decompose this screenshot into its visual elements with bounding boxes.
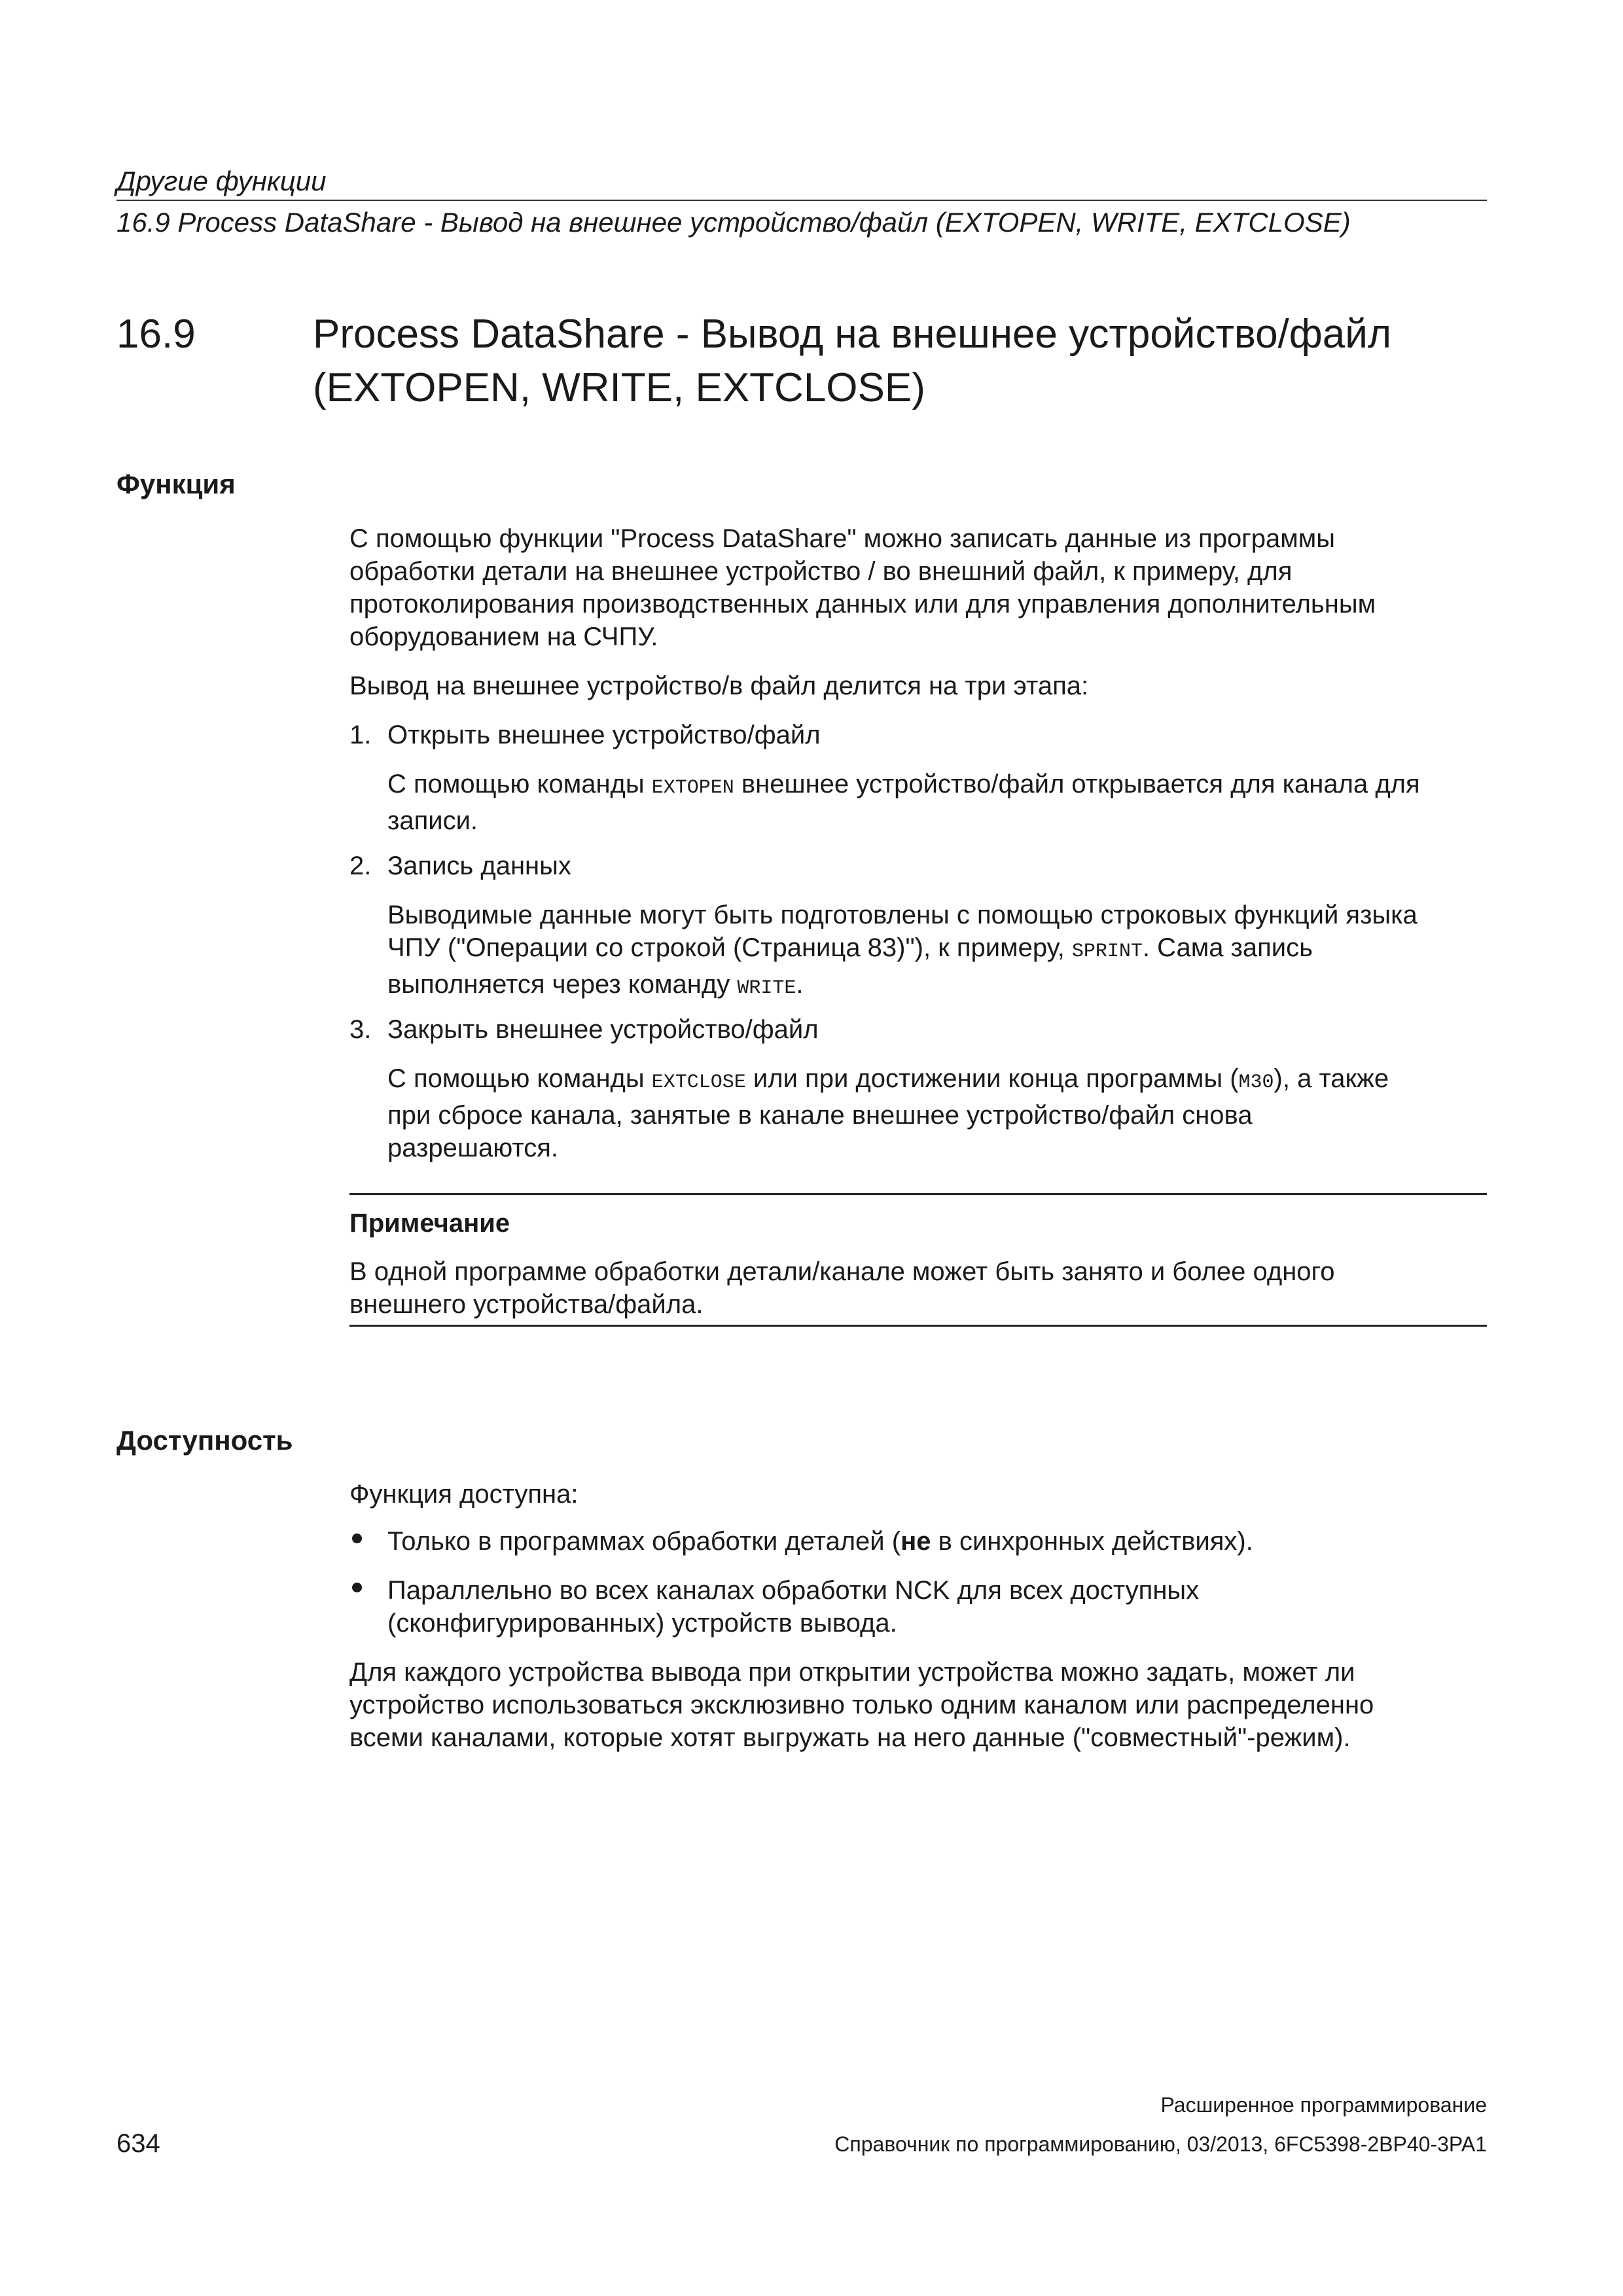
function-intro — [349, 522, 1488, 653]
footer-book-title: Расширенное программирование — [1160, 2093, 1487, 2117]
step-title: Запись данных — [387, 852, 571, 880]
intro-line: протоколирования производственных данных или для управления дополнительным — [349, 590, 1376, 619]
step-title: Открыть внешнее устройство/файл — [387, 721, 821, 749]
note-top-rule — [349, 1193, 1487, 1195]
code-sprint: SPRINT — [1071, 941, 1143, 963]
step-description: Выводимые данные могут быть подготовлены с помощью строковых функций языка ЧПУ ("Операции со строкой (Страница 83)"), к примеру, SPRINT. Сама запись выполняется через команду WRITE. — [387, 901, 1418, 999]
step-number: 2. — [349, 852, 372, 880]
footer-manual-info: Справочник по программированию, 03/2013, 6FC5398-2BP40-3PA1 — [834, 2132, 1487, 2156]
code-extclose: EXTCLOSE — [651, 1071, 746, 1094]
function-heading: Функция — [116, 469, 236, 499]
section-title — [313, 308, 1491, 415]
intro-line: оборудованием на СЧПУ. — [349, 622, 658, 651]
bullet-icon — [352, 1534, 362, 1543]
code-write: WRITE — [737, 977, 796, 999]
intro-line: обработки детали на внешнее устройство / во внешний файл, к примеру, для — [349, 557, 1293, 586]
section-number: 16.9 — [116, 312, 196, 357]
step-number: 1. — [349, 721, 372, 749]
stages-intro: Вывод на внешнее устройство/в файл делится на три этапа: — [349, 672, 1089, 700]
page-number: 634 — [116, 2129, 160, 2158]
step-title: Закрыть внешнее устройство/файл — [387, 1015, 819, 1044]
section-title-line2: (EXTOPEN, WRITE, EXTCLOSE) — [313, 365, 925, 410]
section-title-line1: Process DataShare - Вывод на внешнее устройство/файл — [313, 312, 1392, 357]
bullet-item: Параллельно во всех каналах обработки NCK для всех доступных (сконфигурированных) устройств вывода. — [387, 1576, 1200, 1638]
code-extopen: EXTOPEN — [651, 777, 734, 799]
availability-heading: Доступность — [116, 1425, 293, 1456]
code-m30: M30 — [1238, 1071, 1274, 1094]
running-header-chapter: Другие функции — [116, 166, 327, 196]
step-description: С помощью команды EXTCLOSE или при достижении конца программы (M30), а также при сбросе канала, занятые в канале внешнее устройство/файл снова разрешаются. — [387, 1064, 1389, 1162]
step-number: 3. — [349, 1015, 372, 1044]
note-text: В одной программе обработки детали/канале может быть занято и более одного внешнего устройства/файла. — [349, 1257, 1335, 1319]
step-description: С помощью команды EXTOPEN внешнее устройство/файл открывается для канала для записи. — [387, 770, 1420, 835]
bullet-icon — [352, 1583, 362, 1592]
running-header-section: 16.9 Process DataShare - Вывод на внешнее устройство/файл (EXTOPEN, WRITE, EXTCLOSE) — [116, 207, 1351, 238]
header-divider — [116, 200, 1487, 201]
note-bottom-rule — [349, 1325, 1487, 1327]
availability-intro: Функция доступна: — [349, 1480, 579, 1509]
note-heading: Примечание — [349, 1209, 510, 1238]
intro-line: С помощью функции "Process DataShare" можно записать данные из программы — [349, 524, 1336, 553]
bullet-item: Только в программах обработки деталей (не в синхронных действиях). — [387, 1527, 1253, 1556]
availability-closing: Для каждого устройства вывода при открытии устройства можно задать, может ли устройство использоваться эксклюзивно только одним каналом или распределенно всеми каналами, которые хотят выгружать на него данные ("совместный"-режим). — [349, 1658, 1374, 1752]
